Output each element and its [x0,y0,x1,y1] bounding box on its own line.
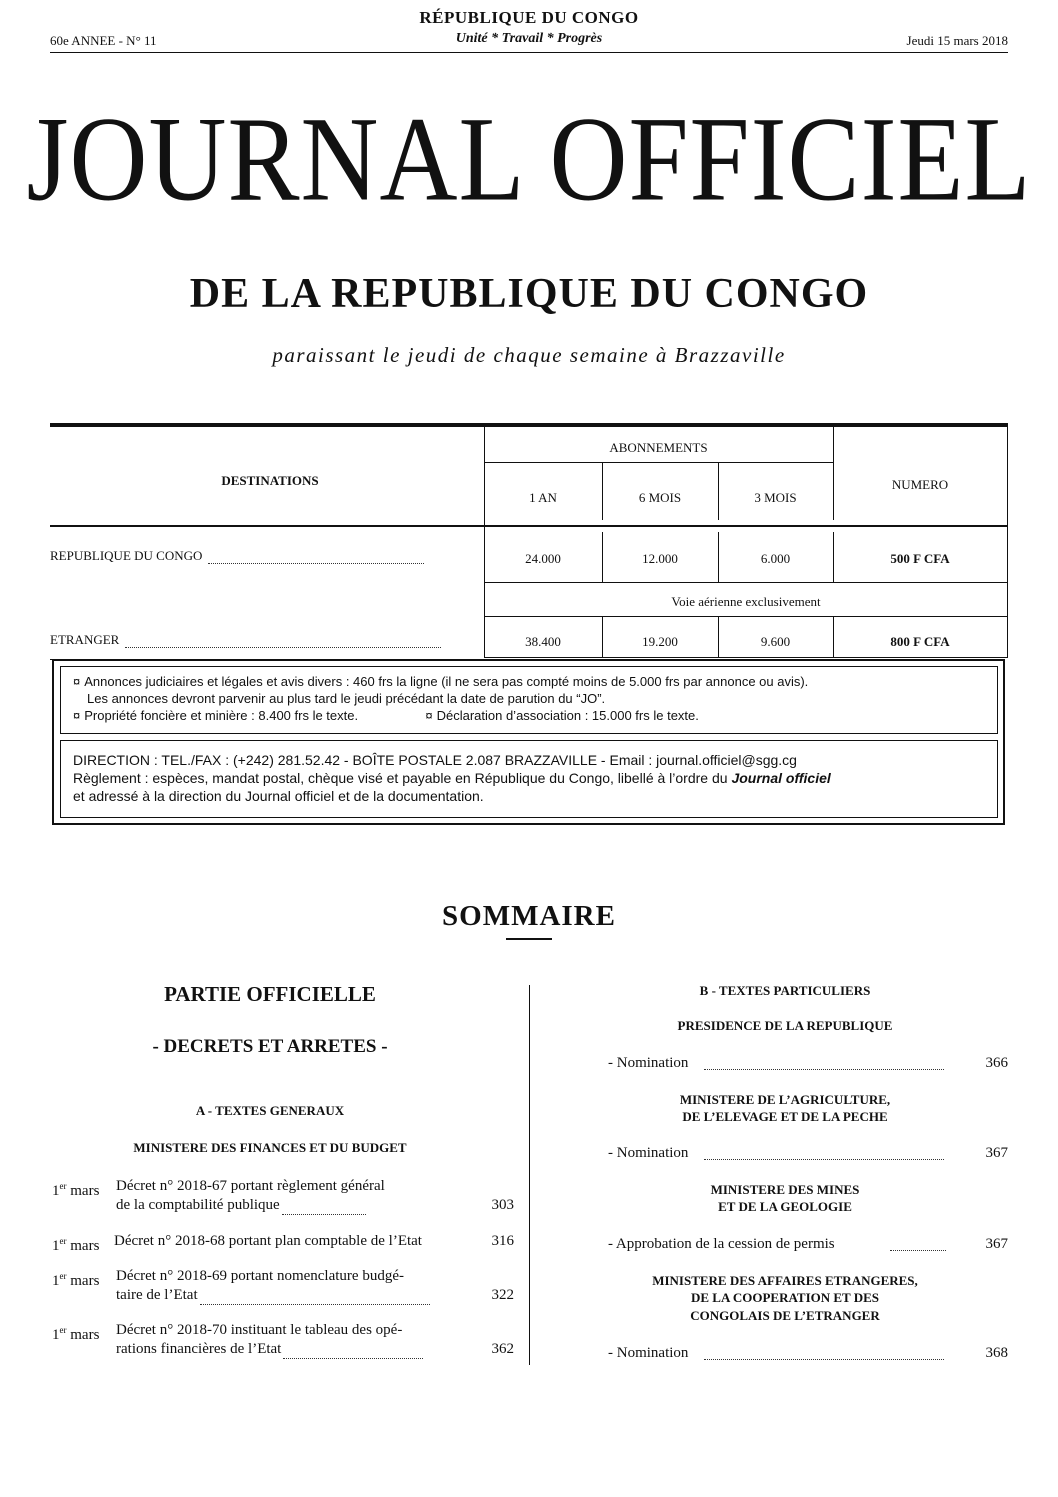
toc-entry-right [608,1236,1008,1256]
notice-line [73,690,985,707]
subscription-table [50,423,1008,661]
notice-annonces: Annonces judiciaires et légales et avis divers : 460 frs la ligne (il ne sera pas compté moins de 5.000 frs par annonce ou avis). [84,674,809,689]
sommaire-title: SOMMAIRE [442,900,616,932]
notice-box-tarifs [60,666,998,734]
entry-page: 316 [491,1233,514,1249]
entry-date: 1er mars [52,1271,100,1289]
sommaire-rule [506,938,552,940]
column-divider [529,985,530,1365]
notice-line [73,707,985,724]
bullet-symbol: ¤ [73,674,81,689]
notice-delai: Les annonces devront parvenir au plus tard le jeudi précédant la date de parution du “JO”. [87,691,606,706]
notice-association: Déclaration d’association : 15.000 frs le texte. [436,708,699,723]
air-mail-note: Voie aérienne exclusivement [671,594,821,609]
table-divider [1007,427,1008,657]
entry-page: 367 [985,1145,1008,1161]
entry-date: 1er mars [52,1325,100,1343]
table-divider [484,582,1008,583]
reglement-line [73,769,985,787]
rate-numero: 800 F CFA [890,634,950,649]
entry-label: - Nomination [608,1055,689,1071]
masthead-tagline: paraissant le jeudi de chaque semaine à Brazzaville [272,343,786,367]
ministere-heading: DE L’ELEVAGE ET DE LA PECHE [682,1109,888,1124]
entry-page: 303 [491,1197,514,1213]
header-motto: Unité * Travail * Progrès [455,31,603,46]
toc-entry [52,1177,522,1217]
toc-entry [52,1321,522,1361]
rate-3mois: 6.000 [760,551,791,566]
rate-6mois: 12.000 [642,551,678,566]
entry-label: - Approbation de la cession de permis [608,1236,835,1252]
entry-title: Décret n° 2018-68 portant plan comptable de l’Etat [114,1233,422,1249]
masthead-title: JOURNAL OFFICIEL [26,93,1032,227]
period-3mois: 3 MOIS [754,490,797,505]
textes-particuliers: B - TEXTES PARTICULIERS [699,983,871,998]
table-divider [484,657,1008,658]
entry-page: 322 [491,1287,514,1303]
entry-label: - Nomination [608,1345,689,1361]
header-rule [50,52,1008,53]
issue-number: 60e ANNEE - N° 11 [50,33,157,48]
rate-numero: 500 F CFA [890,551,950,566]
ministere-heading: MINISTERE DES AFFAIRES ETRANGERES, [652,1273,918,1288]
col-numero: NUMERO [891,477,949,492]
masthead-subtitle: DE LA REPUBLIQUE DU CONGO [189,271,869,317]
rate-6mois: 19.200 [642,634,678,649]
ministere-heading: MINISTERE DE L’AGRICULTURE, [679,1092,891,1107]
partie-officielle: PARTIE OFFICIELLE [164,982,376,1006]
table-divider [833,427,834,520]
entry-date: 1er mars [52,1181,100,1199]
header-republic: RÉPUBLIQUE DU CONGO [419,8,639,27]
ministere-heading: MINISTERE DES MINES [710,1182,860,1197]
notice-box-direction [60,740,998,818]
entry-title: Décret n° 2018-69 portant nomenclature budgé- taire de l’Etat [116,1267,508,1305]
entry-page: 362 [491,1341,514,1357]
entry-label: - Nomination [608,1145,689,1161]
rate-3mois: 9.600 [760,634,791,649]
notice-propriete: Propriété foncière et minière : 8.400 frs le texte. [84,708,359,723]
table-divider [50,525,1008,527]
toc-entry-right [608,1145,1008,1165]
entry-title: Décret n° 2018-70 instituant le tableau des opé- rations financières de l’Etat [116,1321,508,1359]
toc-entry [52,1267,522,1307]
textes-generaux: A - TEXTES GENERAUX [195,1103,345,1118]
bullet-symbol: ¤ [425,708,433,723]
notice-line [73,673,985,690]
ministere-finances: MINISTERE DES FINANCES ET DU BUDGET [133,1140,407,1155]
entry-date: 1er mars [52,1236,100,1254]
period-6mois: 6 MOIS [638,490,682,505]
rate-1an: 24.000 [525,551,561,566]
table-divider [484,462,833,463]
toc-entry-right [608,1345,1008,1365]
destination-label: REPUBLIQUE DU CONGO [50,548,203,563]
ministere-heading: PRESIDENCE DE LA REPUBLIQUE [677,1018,893,1033]
ministere-heading: DE LA COOPERATION ET DES [690,1290,880,1305]
period-1an: 1 AN [529,490,557,505]
entry-page: 367 [985,1236,1008,1252]
entry-page: 366 [985,1055,1008,1071]
table-divider [484,616,1008,617]
ministere-heading: ET DE LA GEOLOGIE [718,1199,852,1214]
col-abonnements: ABONNEMENTS [609,440,708,455]
ministere-heading: CONGOLAIS DE L’ETRANGER [690,1308,880,1323]
reglement-text: Règlement : espèces, mandat postal, chèque visé et payable en République du Congo, libellé à l’ordre du [73,770,728,786]
entry-page: 368 [985,1345,1008,1361]
toc-entry [52,1232,522,1252]
destination-row-etranger [50,632,454,648]
issue-date: Jeudi 15 mars 2018 [906,33,1008,48]
entry-title: Décret n° 2018-67 portant règlement général de la comptabilité publique [116,1178,385,1213]
col-destinations: DESTINATIONS [221,473,319,488]
bullet-symbol: ¤ [73,708,81,723]
destination-label: ETRANGER [50,632,120,647]
destination-row-congo [50,548,454,564]
reglement-journal: Journal officiel [731,770,831,786]
direction-contact: DIRECTION : TEL./FAX : (+242) 281.52.42 - BOÎTE POSTALE 2.087 BRAZZAVILLE - Email : journal.officiel@sgg.cg [73,752,797,768]
toc-entry-right [608,1055,1008,1075]
reglement-address: et adressé à la direction du Journal officiel et de la documentation. [73,788,484,804]
rate-1an: 38.400 [525,634,561,649]
decrets-arretes: - DECRETS ET ARRETES - [152,1036,388,1057]
